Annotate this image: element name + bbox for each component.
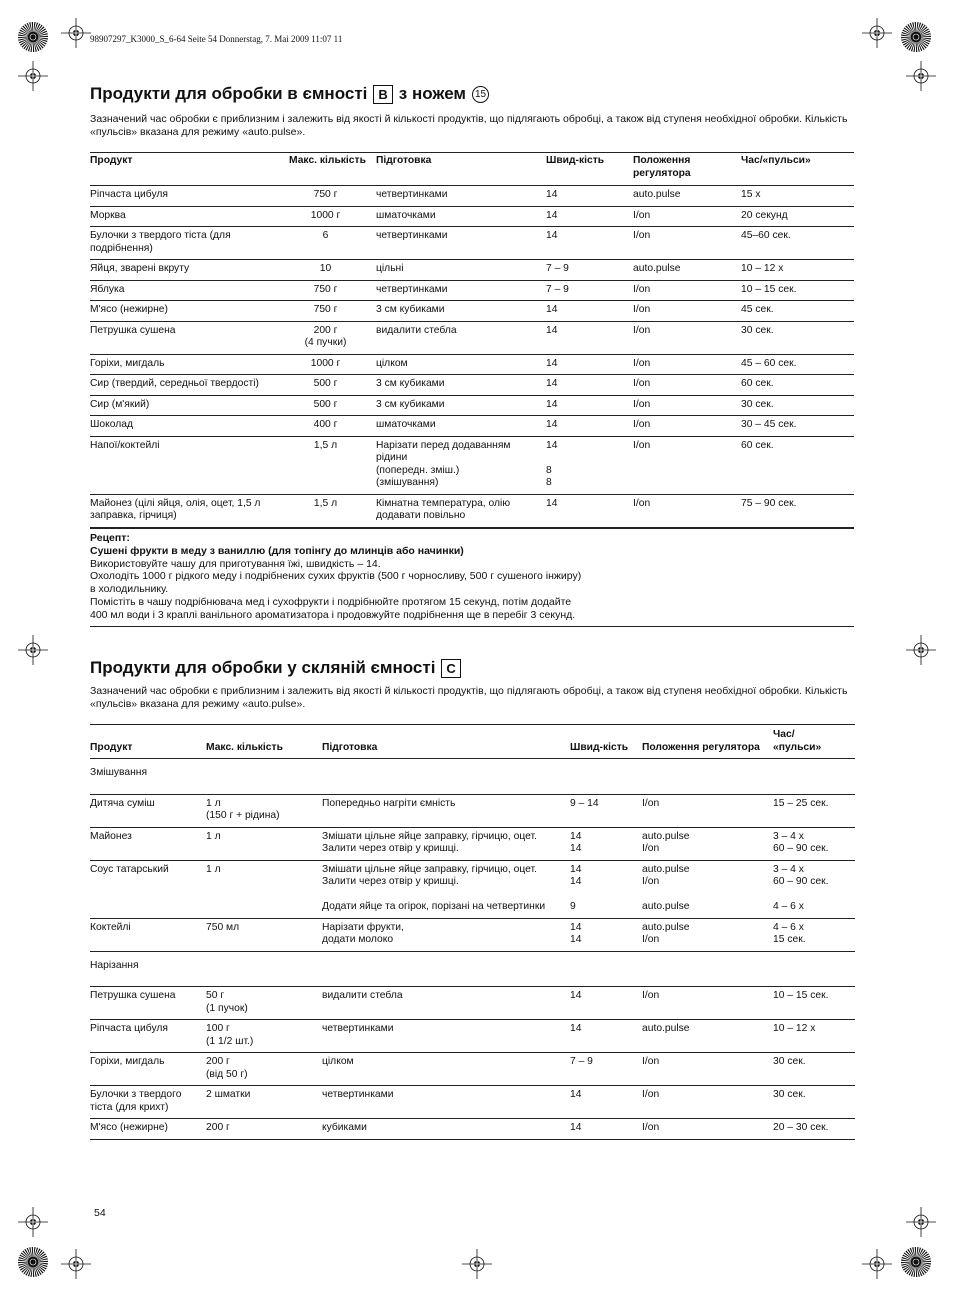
crosshair-mark-icon <box>18 635 48 665</box>
cell-preparation: Нарізати перед додаванням рідини (попередн. зміш.) (змішування) <box>376 436 546 494</box>
cell-max-qty: 200 г (4 пучки) <box>289 321 376 354</box>
col-header-time-pulses: Час/«пульси» <box>741 153 854 186</box>
cell-dial-position: I/on <box>633 206 741 227</box>
page-number: 54 <box>94 1207 106 1219</box>
cell-max-qty: 6 <box>289 227 376 260</box>
table-row <box>90 827 855 860</box>
cell-product: Коктейлі <box>90 918 206 951</box>
cell-product: Яйця, зварені вкруту <box>90 260 289 281</box>
cell-dial-position: I/on <box>633 416 741 437</box>
crosshair-mark-icon <box>61 18 91 48</box>
cell-product: Горіхи, мигдаль <box>90 354 289 375</box>
starburst-target-icon <box>900 21 932 53</box>
recipe-line: Охолодіть 1000 г рідкого меду і подрібнених сухих фруктів (500 г чорносливу, 500 г сушеного інжиру) <box>90 570 582 583</box>
cell-product: Сир (м'який) <box>90 395 289 416</box>
cell-time-pulses: 20 секунд <box>741 206 854 227</box>
cell-dial-position: I/on <box>633 494 741 527</box>
col-header-preparation: Підготовка <box>376 153 546 186</box>
cell-max-qty: 500 г <box>289 375 376 396</box>
cell-max-qty: 200 г (від 50 г) <box>206 1053 322 1086</box>
table-row <box>90 395 854 416</box>
cell-preparation: видалити стебла <box>376 321 546 354</box>
cell-speed: 14 <box>546 375 633 396</box>
cell-max-qty: 1 л <box>206 860 322 918</box>
table-row <box>90 1086 855 1119</box>
table-row <box>90 494 854 527</box>
cell-max-qty: 1,5 л <box>289 494 376 527</box>
cell-preparation: цілком <box>322 1053 570 1086</box>
cell-max-qty: 750 г <box>289 301 376 322</box>
section2-title-text: Продукти для обробки у скляній ємності <box>90 658 436 677</box>
cell-product: Шоколад <box>90 416 289 437</box>
cell-speed: 14 <box>546 301 633 322</box>
group-row <box>90 759 855 795</box>
cell-speed: 14 <box>570 1020 642 1053</box>
cell-dial-position: auto.pulse <box>633 186 741 207</box>
table-row <box>90 375 854 396</box>
cell-dial-position: I/on <box>633 395 741 416</box>
crosshair-mark-icon <box>906 61 936 91</box>
cell-max-qty: 50 г (1 пучок) <box>206 987 322 1020</box>
starburst-target-icon <box>17 21 49 53</box>
cell-preparation: шматочками <box>376 206 546 227</box>
cell-time-pulses: 4 – 6 x 15 сек. <box>773 918 855 951</box>
col-header-product: Продукт <box>90 153 289 186</box>
col-header-max-qty: Макс. кількість <box>206 725 322 759</box>
cell-dial-position: auto.pulse I/on auto.pulse <box>642 860 773 918</box>
col-header-product: Продукт <box>90 725 206 759</box>
recipe-box <box>90 528 854 627</box>
cell-preparation: четвертинками <box>376 280 546 301</box>
cell-max-qty: 400 г <box>289 416 376 437</box>
crosshair-mark-icon <box>61 1249 91 1279</box>
table-row <box>90 416 854 437</box>
recipe-body <box>90 558 854 622</box>
cell-product: Майонез (цілі яйця, олія, оцет, 1,5 л заправка, гірчиця) <box>90 494 289 527</box>
cell-preparation: четвертинками <box>376 227 546 260</box>
recipe-line: в холодильнику. <box>90 583 169 596</box>
table-row <box>90 227 854 260</box>
cell-speed: 7 – 9 <box>546 280 633 301</box>
cell-preparation: кубиками <box>322 1119 570 1140</box>
table-row <box>90 1053 855 1086</box>
cell-product: Булочки з твердого тіста (для крихт) <box>90 1086 206 1119</box>
cell-preparation: 3 см кубиками <box>376 301 546 322</box>
cell-product: М'ясо (нежирне) <box>90 1119 206 1140</box>
table-row <box>90 186 854 207</box>
cell-dial-position: auto.pulse I/on <box>642 918 773 951</box>
cell-speed: 14 <box>570 1086 642 1119</box>
cell-dial-position: I/on <box>642 1086 773 1119</box>
cell-max-qty: 500 г <box>289 395 376 416</box>
section1-title <box>90 84 489 104</box>
cell-speed: 14 8 8 <box>546 436 633 494</box>
cell-time-pulses: 3 – 4 x 60 – 90 сек. <box>773 827 855 860</box>
section2-table <box>90 724 855 1140</box>
circled-number-icon: 15 <box>472 86 489 103</box>
cell-time-pulses: 45 сек. <box>741 301 854 322</box>
col-header-max-qty: Макс. кількість <box>289 153 376 186</box>
cell-product: Петрушка сушена <box>90 987 206 1020</box>
print-header: 98907297_K3000_S_6-64 Seite 54 Donnerstag, 7. Mai 2009 11:07 11 <box>90 34 343 44</box>
starburst-target-icon <box>900 1246 932 1278</box>
cell-product: Ріпчаста цибуля <box>90 186 289 207</box>
cell-max-qty: 750 мл <box>206 918 322 951</box>
cell-speed: 7 – 9 <box>546 260 633 281</box>
recipe-title: Сушені фрукти в меду з ваниллю (для топінгу до млинців або начинки) <box>90 544 464 557</box>
cell-product: Майонез <box>90 827 206 860</box>
cell-time-pulses: 20 – 30 сек. <box>773 1119 855 1140</box>
cell-time-pulses: 3 – 4 x 60 – 90 сек. 4 – 6 x <box>773 860 855 918</box>
table-row <box>90 987 855 1020</box>
recipe-label: Рецепт: <box>90 532 130 544</box>
cell-speed: 14 <box>546 354 633 375</box>
cell-time-pulses: 30 сек. <box>773 1086 855 1119</box>
cell-max-qty: 1000 г <box>289 206 376 227</box>
col-header-speed: Швид-кість <box>570 725 642 759</box>
cell-dial-position: I/on <box>633 321 741 354</box>
recipe-line: 400 мл води і 3 краплі ванільного ароматизатора і продовжуйте подрібнення ще в перебіг 3 секунд. <box>90 608 576 621</box>
cell-speed: 14 <box>570 987 642 1020</box>
cell-dial-position: I/on <box>633 227 741 260</box>
cell-speed: 14 14 9 <box>570 860 642 918</box>
cell-dial-position: I/on <box>633 436 741 494</box>
cell-preparation: цільні <box>376 260 546 281</box>
cell-dial-position: I/on <box>633 280 741 301</box>
table-row <box>90 301 854 322</box>
section1-title-suffix: з ножем <box>398 84 467 103</box>
cell-dial-position: auto.pulse <box>642 1020 773 1053</box>
col-header-dial-position: Положення регулятора <box>642 725 773 759</box>
table-row <box>90 436 854 494</box>
cell-speed: 14 <box>546 321 633 354</box>
cell-preparation: Змішати цільне яйце заправку, гірчицю, оцет. Залити через отвір у кришці. Додати яйце та огірок, порізані на четвертинки <box>322 860 570 918</box>
cell-dial-position: I/on <box>633 375 741 396</box>
cell-speed: 14 <box>570 1119 642 1140</box>
crosshair-mark-icon <box>462 1249 492 1279</box>
cell-max-qty: 1 л <box>206 827 322 860</box>
cell-time-pulses: 10 – 12 x <box>741 260 854 281</box>
table-row <box>90 260 854 281</box>
cell-max-qty: 1,5 л <box>289 436 376 494</box>
starburst-target-icon <box>17 1246 49 1278</box>
cell-speed: 14 <box>546 206 633 227</box>
cell-preparation: 3 см кубиками <box>376 395 546 416</box>
cell-preparation: видалити стебла <box>322 987 570 1020</box>
cell-product: Сир (твердий, середньої твердості) <box>90 375 289 396</box>
cell-time-pulses: 10 – 15 сек. <box>741 280 854 301</box>
cell-dial-position: I/on <box>642 1053 773 1086</box>
cell-time-pulses: 10 – 12 x <box>773 1020 855 1053</box>
cell-time-pulses: 10 – 15 сек. <box>773 987 855 1020</box>
cell-speed: 14 <box>546 494 633 527</box>
cell-preparation: Змішати цільне яйце заправку, гірчицю, оцет. Залити через отвір у кришці. <box>322 827 570 860</box>
cell-time-pulses: 60 сек. <box>741 375 854 396</box>
container-c-label: C <box>441 659 460 678</box>
cell-product: Морква <box>90 206 289 227</box>
cell-preparation: четвертинками <box>376 186 546 207</box>
cell-product: Булочки з твердого тіста (для подрібнення) <box>90 227 289 260</box>
cell-preparation: 3 см кубиками <box>376 375 546 396</box>
cell-max-qty: 100 г (1 1/2 шт.) <box>206 1020 322 1053</box>
cell-product: Петрушка сушена <box>90 321 289 354</box>
table-row <box>90 321 854 354</box>
cell-max-qty: 1000 г <box>289 354 376 375</box>
section1-table <box>90 152 854 528</box>
group-heading: Нарізання <box>90 951 855 987</box>
cell-preparation: Нарізати фрукти, додати молоко <box>322 918 570 951</box>
cell-speed: 9 – 14 <box>570 794 642 827</box>
col-header-preparation: Підготовка <box>322 725 570 759</box>
col-header-time-pulses: Час/ «пульси» <box>773 725 855 759</box>
cell-preparation: цілком <box>376 354 546 375</box>
cell-preparation: четвертинками <box>322 1020 570 1053</box>
cell-max-qty: 750 г <box>289 186 376 207</box>
cell-speed: 14 <box>546 416 633 437</box>
table-row <box>90 860 855 918</box>
table-row <box>90 1119 855 1140</box>
section2-intro: Зазначений час обробки є приблизним і залежить від якості й кількості продуктів, що підлягають обробці, а також від ступеня необхідної обробки. Кількість «пульсів» вказана для режиму «auto.pulse». <box>90 685 848 710</box>
cell-speed: 14 14 <box>570 827 642 860</box>
crosshair-mark-icon <box>862 1249 892 1279</box>
cell-product: Соус татарський <box>90 860 206 918</box>
cell-preparation: Попередньо нагріти ємність <box>322 794 570 827</box>
cell-dial-position: I/on <box>642 987 773 1020</box>
cell-preparation: шматочками <box>376 416 546 437</box>
crosshair-mark-icon <box>906 1207 936 1237</box>
table-row <box>90 794 855 827</box>
cell-dial-position: I/on <box>633 301 741 322</box>
cell-max-qty: 750 г <box>289 280 376 301</box>
cell-speed: 14 <box>546 395 633 416</box>
cell-product: Яблука <box>90 280 289 301</box>
col-header-dial-position: Положення регулятора <box>633 153 741 186</box>
cell-max-qty: 1 л (150 г + рідина) <box>206 794 322 827</box>
cell-product: Дитяча суміш <box>90 794 206 827</box>
cell-time-pulses: 45–60 сек. <box>741 227 854 260</box>
recipe-line: Використовуйте чашу для приготування їжі, швидкість – 14. <box>90 557 381 570</box>
cell-speed: 14 <box>546 227 633 260</box>
cell-dial-position: I/on <box>642 1119 773 1140</box>
table-row <box>90 918 855 951</box>
group-heading: Змішування <box>90 759 855 795</box>
cell-preparation: Кімнатна температура, олію додавати повільно <box>376 494 546 527</box>
cell-max-qty: 10 <box>289 260 376 281</box>
cell-preparation: четвертинками <box>322 1086 570 1119</box>
section2-title <box>90 658 461 678</box>
table-row <box>90 280 854 301</box>
cell-dial-position: auto.pulse <box>633 260 741 281</box>
cell-speed: 14 <box>546 186 633 207</box>
cell-product: М'ясо (нежирне) <box>90 301 289 322</box>
cell-product: Напої/коктейлі <box>90 436 289 494</box>
cell-max-qty: 200 г <box>206 1119 322 1140</box>
crosshair-mark-icon <box>18 1207 48 1237</box>
table-row <box>90 354 854 375</box>
cell-time-pulses: 30 сек. <box>741 395 854 416</box>
section1-title-text: Продукти для обробки в ємності <box>90 84 368 103</box>
cell-time-pulses: 75 – 90 сек. <box>741 494 854 527</box>
cell-time-pulses: 15 x <box>741 186 854 207</box>
container-b-label: B <box>373 85 392 104</box>
cell-time-pulses: 30 сек. <box>773 1053 855 1086</box>
cell-max-qty: 2 шматки <box>206 1086 322 1119</box>
col-header-speed: Швид-кість <box>546 153 633 186</box>
cell-speed: 7 – 9 <box>570 1053 642 1086</box>
cell-time-pulses: 45 – 60 сек. <box>741 354 854 375</box>
section1-intro: Зазначений час обробки є приблизним і залежить від якості й кількості продуктів, що підлягають обробці, а також від ступеня необхідної обробки. Кількість «пульсів» вказана для режиму «auto.pulse». <box>90 113 848 138</box>
table-row <box>90 206 854 227</box>
cell-time-pulses: 15 – 25 сек. <box>773 794 855 827</box>
cell-dial-position: I/on <box>642 794 773 827</box>
cell-time-pulses: 30 – 45 сек. <box>741 416 854 437</box>
cell-product: Горіхи, мигдаль <box>90 1053 206 1086</box>
cell-time-pulses: 30 сек. <box>741 321 854 354</box>
cell-product: Ріпчаста цибуля <box>90 1020 206 1053</box>
crosshair-mark-icon <box>862 18 892 48</box>
cell-dial-position: auto.pulse I/on <box>642 827 773 860</box>
cell-time-pulses: 60 сек. <box>741 436 854 494</box>
crosshair-mark-icon <box>18 61 48 91</box>
group-row <box>90 951 855 987</box>
cell-dial-position: I/on <box>633 354 741 375</box>
crosshair-mark-icon <box>906 635 936 665</box>
cell-speed: 14 14 <box>570 918 642 951</box>
recipe-line: Помістіть в чашу подрібнювача мед і сухофрукти і подрібнюйте протягом 15 секунд, потім додайте <box>90 595 572 608</box>
table-row <box>90 1020 855 1053</box>
